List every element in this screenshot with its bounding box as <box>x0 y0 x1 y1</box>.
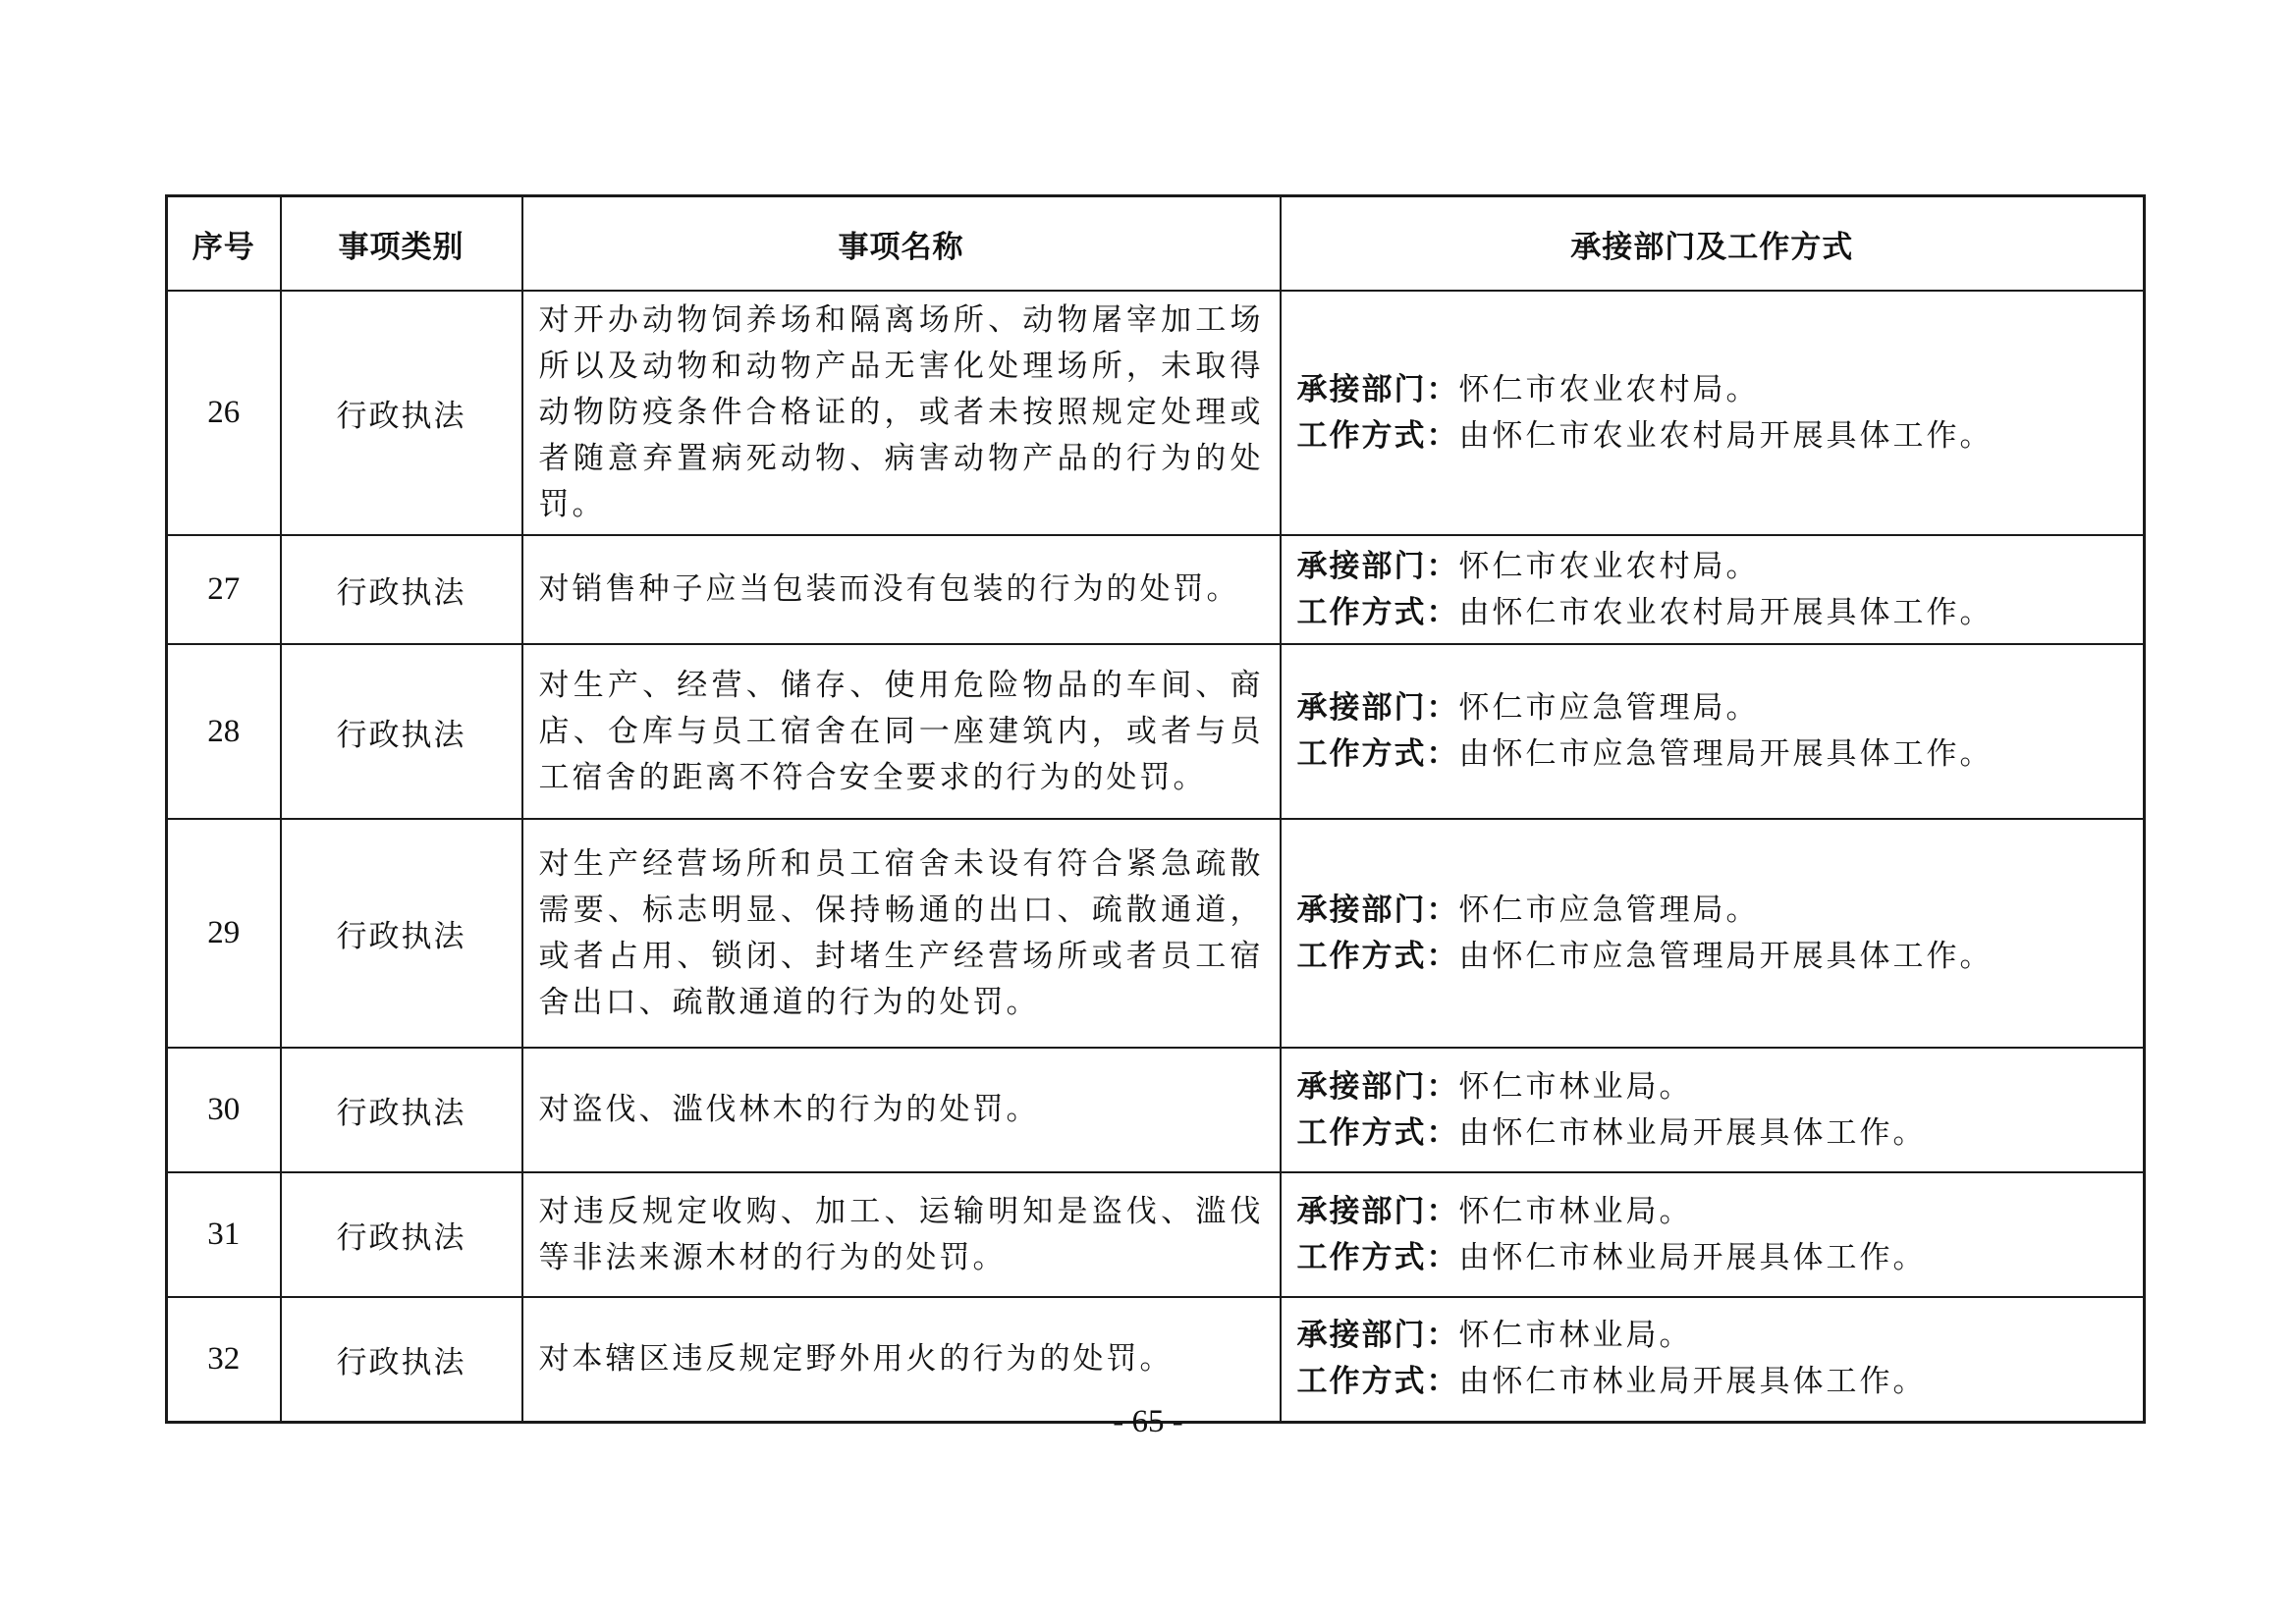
dept-value: 怀仁市农业农村局。 <box>1458 548 1760 584</box>
dept-line <box>1297 1189 2128 1235</box>
row-category: 行政执法 <box>281 535 522 644</box>
row-category: 行政执法 <box>281 1048 522 1172</box>
method-line <box>1297 731 2128 778</box>
row-dept-cell <box>1281 1297 2145 1422</box>
row-no: 29 <box>167 819 281 1048</box>
dept-label: 承接部门： <box>1296 1068 1459 1105</box>
table-row <box>167 1172 2145 1297</box>
row-name: 对销售种子应当包装而没有包装的行为的处罚。 <box>522 535 1281 644</box>
method-label: 工作方式： <box>1296 1239 1459 1275</box>
table-row <box>167 819 2145 1048</box>
method-label: 工作方式： <box>1296 417 1459 454</box>
table-header-row <box>167 196 2145 292</box>
dept-label: 承接部门： <box>1296 548 1459 584</box>
dept-line <box>1297 544 2128 590</box>
header-name: 事项名称 <box>522 196 1281 292</box>
row-category: 行政执法 <box>281 1172 522 1297</box>
dept-line <box>1297 888 2128 934</box>
row-no: 32 <box>167 1297 281 1422</box>
row-dept-cell <box>1281 535 2145 644</box>
dept-label: 承接部门： <box>1296 1318 1459 1354</box>
method-value: 由怀仁市林业局开展具体工作。 <box>1458 1114 1927 1151</box>
method-label: 工作方式： <box>1296 1364 1459 1400</box>
row-category: 行政执法 <box>281 644 522 819</box>
method-label: 工作方式： <box>1296 938 1459 974</box>
row-name: 对违反规定收购、加工、运输明知是盗伐、滥伐等非法来源木材的行为的处罚。 <box>522 1172 1281 1297</box>
dept-value: 怀仁市应急管理局。 <box>1458 690 1760 726</box>
row-no: 31 <box>167 1172 281 1297</box>
method-line <box>1297 1110 2128 1157</box>
row-dept-cell <box>1281 1048 2145 1172</box>
row-no: 30 <box>167 1048 281 1172</box>
table-row <box>167 535 2145 644</box>
row-name: 对生产、经营、储存、使用危险物品的车间、商店、仓库与员工宿舍在同一座建筑内，或者与员工宿舍的距离不符合安全要求的行为的处罚。 <box>522 644 1281 819</box>
row-name: 对开办动物饲养场和隔离场所、动物屠宰加工场所以及动物和动物产品无害化处理场所，未取得动物防疫条件合格证的，或者未按照规定处理或者随意弃置病死动物、病害动物产品的行为的处罚。 <box>522 291 1281 535</box>
dept-value: 怀仁市林业局。 <box>1458 1318 1693 1354</box>
row-dept-cell <box>1281 644 2145 819</box>
method-line <box>1297 1235 2128 1281</box>
row-name: 对生产经营场所和员工宿舍未设有符合紧急疏散需要、标志明显、保持畅通的出口、疏散通道，或者占用、锁闭、封堵生产经营场所或者员工宿舍出口、疏散通道的行为的处罚。 <box>522 819 1281 1048</box>
method-label: 工作方式： <box>1296 594 1459 630</box>
row-no: 26 <box>167 291 281 535</box>
row-name: 对本辖区违反规定野外用火的行为的处罚。 <box>522 1297 1281 1422</box>
dept-value: 怀仁市林业局。 <box>1458 1068 1693 1105</box>
header-category: 事项类别 <box>281 196 522 292</box>
table-row <box>167 644 2145 819</box>
row-dept-cell <box>1281 819 2145 1048</box>
method-value: 由怀仁市应急管理局开展具体工作。 <box>1458 736 1994 772</box>
row-no: 27 <box>167 535 281 644</box>
method-line <box>1297 934 2128 980</box>
dept-label: 承接部门： <box>1296 892 1459 928</box>
row-dept-cell <box>1281 291 2145 535</box>
method-label: 工作方式： <box>1296 736 1459 772</box>
method-value: 由怀仁市农业农村局开展具体工作。 <box>1458 594 1994 630</box>
method-value: 由怀仁市林业局开展具体工作。 <box>1458 1239 1927 1275</box>
dept-value: 怀仁市农业农村局。 <box>1458 371 1760 407</box>
method-line <box>1297 590 2128 636</box>
method-label: 工作方式： <box>1296 1114 1459 1151</box>
matters-table <box>165 194 2146 1424</box>
method-value: 由怀仁市林业局开展具体工作。 <box>1458 1364 1927 1400</box>
header-dept: 承接部门及工作方式 <box>1281 196 2145 292</box>
method-value: 由怀仁市农业农村局开展具体工作。 <box>1458 417 1994 454</box>
dept-line <box>1297 1064 2128 1110</box>
dept-line <box>1297 1313 2128 1359</box>
row-dept-cell <box>1281 1172 2145 1297</box>
dept-line <box>1297 685 2128 731</box>
method-line <box>1297 413 2128 460</box>
dept-label: 承接部门： <box>1296 371 1459 407</box>
dept-label: 承接部门： <box>1296 1193 1459 1229</box>
page-number: - 65 - <box>1113 1404 1183 1439</box>
row-category: 行政执法 <box>281 291 522 535</box>
table-row <box>167 1048 2145 1172</box>
dept-label: 承接部门： <box>1296 690 1459 726</box>
row-category: 行政执法 <box>281 1297 522 1422</box>
method-line <box>1297 1359 2128 1405</box>
dept-value: 怀仁市林业局。 <box>1458 1193 1693 1229</box>
row-no: 28 <box>167 644 281 819</box>
table-row <box>167 1297 2145 1422</box>
header-no: 序号 <box>167 196 281 292</box>
row-name: 对盗伐、滥伐林木的行为的处罚。 <box>522 1048 1281 1172</box>
row-category: 行政执法 <box>281 819 522 1048</box>
method-value: 由怀仁市应急管理局开展具体工作。 <box>1458 938 1994 974</box>
dept-line <box>1297 367 2128 413</box>
table-row <box>167 291 2145 535</box>
dept-value: 怀仁市应急管理局。 <box>1458 892 1760 928</box>
